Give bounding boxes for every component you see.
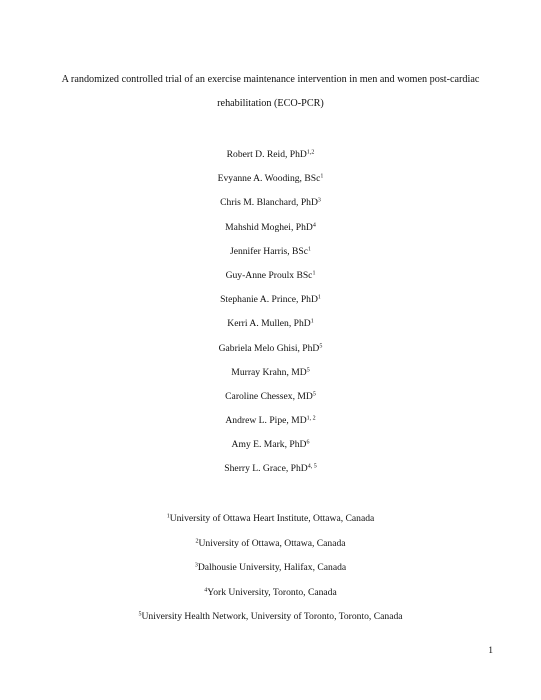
author-affiliation-mark: 4, 5 bbox=[307, 463, 317, 470]
author-affiliation-mark: 1 bbox=[317, 294, 321, 301]
author-affiliation-mark: 5 bbox=[319, 343, 323, 349]
author-name: Chris M. Blanchard, PhD bbox=[220, 197, 318, 209]
author-affiliation-mark: 1, 2 bbox=[306, 415, 316, 422]
affiliation-entry bbox=[0, 558, 541, 583]
affiliation-number: 3 bbox=[194, 562, 198, 569]
author-entry bbox=[0, 363, 541, 387]
author-affiliation-mark: 1 bbox=[320, 173, 324, 180]
author-entry bbox=[0, 169, 541, 193]
author-entry bbox=[0, 266, 541, 290]
paper-title bbox=[30, 68, 511, 116]
author-name: Evyanne A. Wooding, BSc bbox=[217, 173, 321, 185]
author-affiliation-mark: 1 bbox=[310, 318, 314, 325]
author-name: Andrew L. Pipe, MD bbox=[225, 415, 307, 427]
page-number: 1 bbox=[488, 645, 493, 656]
author-entry bbox=[0, 193, 541, 217]
author-entry bbox=[0, 242, 541, 266]
author-affiliation-mark: 1 bbox=[308, 246, 312, 253]
author-name: Robert D. Reid, PhD bbox=[226, 149, 307, 160]
author-affiliation-mark: 6 bbox=[306, 439, 310, 446]
affiliation-text: Dalhousie University, Halifax, Canada bbox=[197, 562, 347, 573]
author-affiliation-mark: 1 bbox=[312, 270, 316, 277]
author-name: Amy E. Mark, PhD bbox=[231, 439, 307, 451]
title-line-1: A randomized controlled trial of an exercise maintenance intervention in men and women post-cardiac bbox=[61, 74, 480, 85]
affiliation-text: University Health Network, University of Toronto, Toronto, Canada bbox=[141, 611, 403, 622]
author-name: Murray Krahn, MD bbox=[231, 366, 307, 378]
author-name: Stephanie A. Prince, PhD bbox=[220, 294, 318, 306]
author-list bbox=[0, 145, 541, 484]
affiliation-entry bbox=[0, 607, 541, 632]
author-entry bbox=[0, 411, 541, 435]
affiliation-entry bbox=[0, 534, 541, 559]
author-affiliation-mark: 1,2 bbox=[306, 149, 315, 156]
author-entry bbox=[0, 435, 541, 459]
author-entry bbox=[0, 339, 541, 363]
affiliation-entry bbox=[0, 583, 541, 608]
author-name: Guy-Anne Proulx BSc bbox=[225, 269, 313, 281]
affiliation-number: 5 bbox=[138, 611, 142, 618]
author-name: Kerri A. Mullen, PhD bbox=[227, 318, 311, 330]
title-line-2: rehabilitation (ECO-PCR) bbox=[217, 98, 324, 109]
author-name: Jennifer Harris, BSc bbox=[229, 245, 309, 257]
author-name: Caroline Chessex, MD bbox=[225, 390, 313, 402]
affiliation-list bbox=[0, 509, 541, 632]
author-affiliation-mark: 3 bbox=[317, 197, 321, 204]
author-name: Gabriela Melo Ghisi, PhD bbox=[218, 342, 320, 354]
author-entry bbox=[0, 218, 541, 242]
affiliation-number: 4 bbox=[204, 587, 208, 593]
author-affiliation-mark: 5 bbox=[312, 391, 316, 398]
author-entry bbox=[0, 387, 541, 411]
author-entry bbox=[0, 145, 541, 169]
affiliation-text: University of Ottawa, Ottawa, Canada bbox=[198, 537, 346, 549]
author-entry bbox=[0, 459, 541, 483]
affiliation-number: 2 bbox=[195, 538, 199, 544]
affiliation-entry bbox=[0, 509, 541, 534]
affiliation-text: York University, Toronto, Canada bbox=[207, 586, 337, 598]
author-name: Sherry L. Grace, PhD bbox=[224, 463, 308, 475]
author-entry bbox=[0, 314, 541, 338]
author-affiliation-mark: 4 bbox=[312, 222, 316, 229]
author-affiliation-mark: 5 bbox=[306, 367, 310, 374]
author-entry bbox=[0, 290, 541, 314]
affiliation-text: University of Ottawa Heart Institute, Ottawa, Canada bbox=[169, 513, 375, 524]
affiliation-number: 1 bbox=[166, 513, 170, 520]
author-name: Mahshid Moghei, PhD bbox=[225, 221, 313, 233]
